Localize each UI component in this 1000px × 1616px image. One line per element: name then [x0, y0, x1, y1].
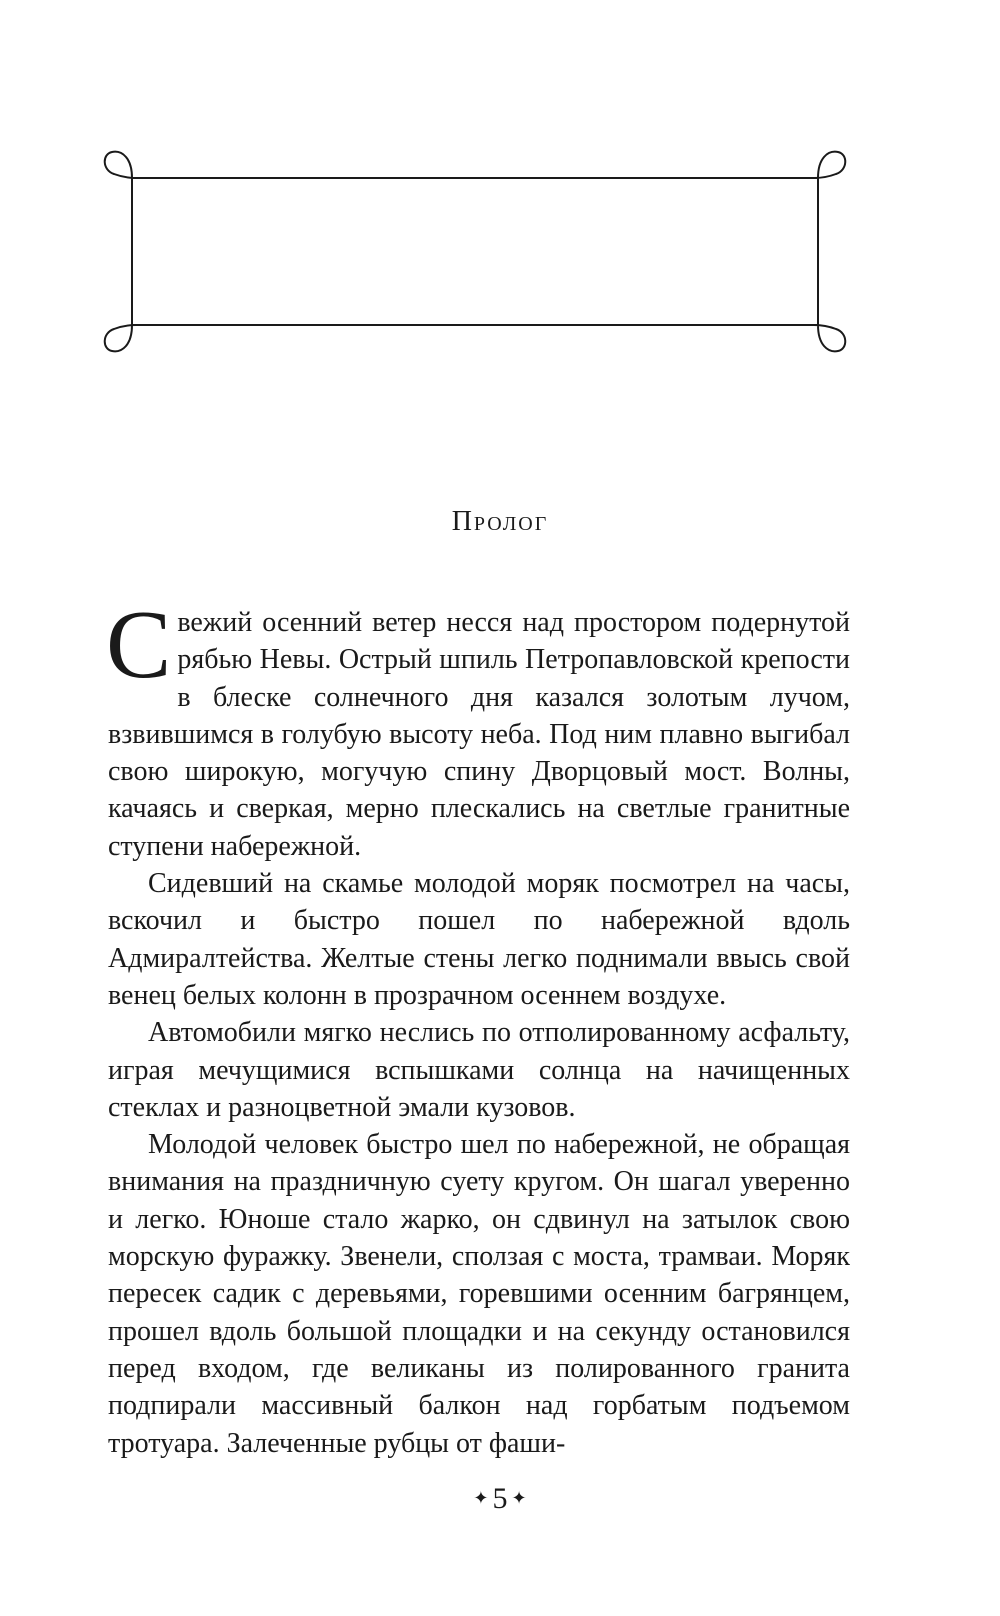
paragraph-2: Сидевший на скамье молодой моряк посмотрел на часы, вскочил и быстро пошел по набережной вдоль Адмиралтейства. Желтые стены легко поднимали ввысь свой венец белых колонн в прозрачном осеннем воздухе. [108, 868, 850, 1011]
paragraph-text: вежий осенний ветер несся над простором подернутой рябью Невы. Острый шпиль Петропавловской крепости в блеске солнечного дня казался золотым лучом, взвившимся в голубую высоту неба. Под ним плавно выгибал свою широкую, могучую спину Дворцовый мост. Волны, качаясь и сверкая, мерно плескались на светлые гранитные ступени набережной. [108, 607, 850, 862]
chapter-text [106, 591, 850, 1462]
paragraph-3: Автомобили мягко неслись по отполированному асфальту, играя мечущимися вспышками солнца на начищенных стеклах и разноцветной эмали кузовов. [108, 1017, 850, 1123]
paragraph-4: Молодой человек быстро шел по набережной, не обращая внимания на праздничную суету кругом. Он шагал уверенно и легко. Юноше стало жарко, он сдвинул на затылок свою морскую фуражку. Звенели, сползая с моста, трамваи. Моряк пересек садик с деревьями, горевшими осенним багрянцем, прошел вдоль большой площадки и на секунду остановился перед входом, где великаны из полированного гранита подпирали массивный балкон над горбатым подъемом тротуара. Залеченные рубцы от фаши- [108, 1129, 850, 1459]
drop-cap: С [106, 591, 172, 699]
star-ornament-icon: ✦ [511, 1488, 527, 1508]
chapter-title: Пролог [451, 506, 549, 537]
star-ornament-icon: ✦ [473, 1488, 489, 1508]
page-number: 5 [492, 1482, 508, 1515]
paragraph-1 [106, 591, 850, 865]
page-footer [0, 1482, 1000, 1516]
ornamental-frame [100, 148, 850, 368]
